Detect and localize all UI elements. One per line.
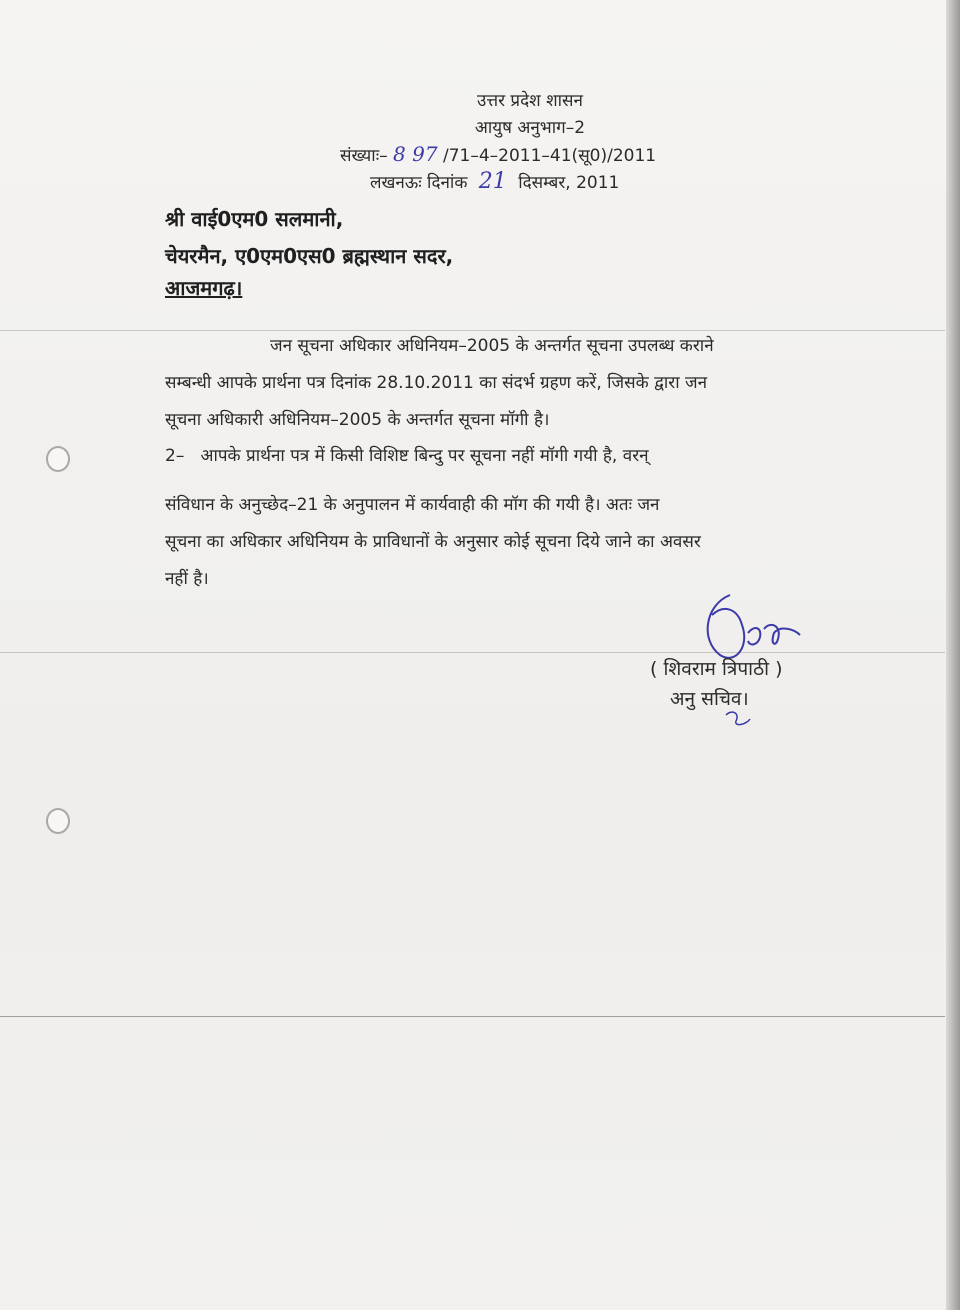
- body-line: नहीं है।: [165, 569, 209, 589]
- reference-label: संख्याः–: [340, 146, 388, 166]
- body-line: सम्बन्धी आपके प्रार्थना पत्र दिनांक 28.10.2011 का संदर्भ ग्रहण करें, जिसके द्वारा जन: [165, 373, 708, 393]
- header-government: उत्तर प्रदेश शासन: [477, 91, 583, 111]
- punch-hole: [46, 808, 70, 834]
- date-handwritten: 21: [478, 169, 507, 194]
- punch-hole: [46, 446, 70, 472]
- header-section: आयुष अनुभाग–2: [474, 118, 586, 138]
- letter-date: [370, 169, 619, 194]
- fold-line: [0, 1016, 945, 1017]
- paper-edge: [946, 0, 960, 1310]
- addressee-place: आजमगढ़।: [165, 276, 243, 300]
- reference-number: [340, 142, 656, 166]
- body-line: संविधान के अनुच्छेद–21 के अनुपालन में कार्यवाही की मॉग की गयी है। अतः जन: [165, 495, 660, 515]
- signatory-name: ( शिवराम त्रिपाठी ): [650, 658, 783, 680]
- reference-suffix: /71–4–2011–41(सू0)/2011: [442, 146, 657, 166]
- body-line: सूचना का अधिकार अधिनियम के प्राविधानों के अनुसार कोई सूचना दिये जाने का अवसर: [165, 532, 701, 552]
- signatory-designation: अनु सचिव।: [670, 688, 749, 710]
- body-line: 2– आपके प्रार्थना पत्र में किसी विशिष्ट बिन्दु पर सूचना नहीं मॉगी गयी है, वरन्: [165, 446, 649, 466]
- addressee-designation: चेयरमैन, ए0एम0एस0 ब्रह्मस्थान सदर,: [165, 244, 454, 268]
- body-line: सूचना अधिकारी अधिनियम–2005 के अन्तर्गत सूचना मॉगी है।: [165, 410, 550, 430]
- date-label: लखनऊः दिनांक: [370, 173, 468, 193]
- date-suffix: दिसम्बर, 2011: [518, 173, 620, 193]
- addressee-name: श्री वाई0एम0 सलमानी,: [165, 207, 344, 231]
- body-line: जन सूचना अधिकार अधिनियम–2005 के अन्तर्गत सूचना उपलब्ध कराने: [270, 336, 714, 356]
- reference-handwritten: 8 97: [393, 142, 438, 166]
